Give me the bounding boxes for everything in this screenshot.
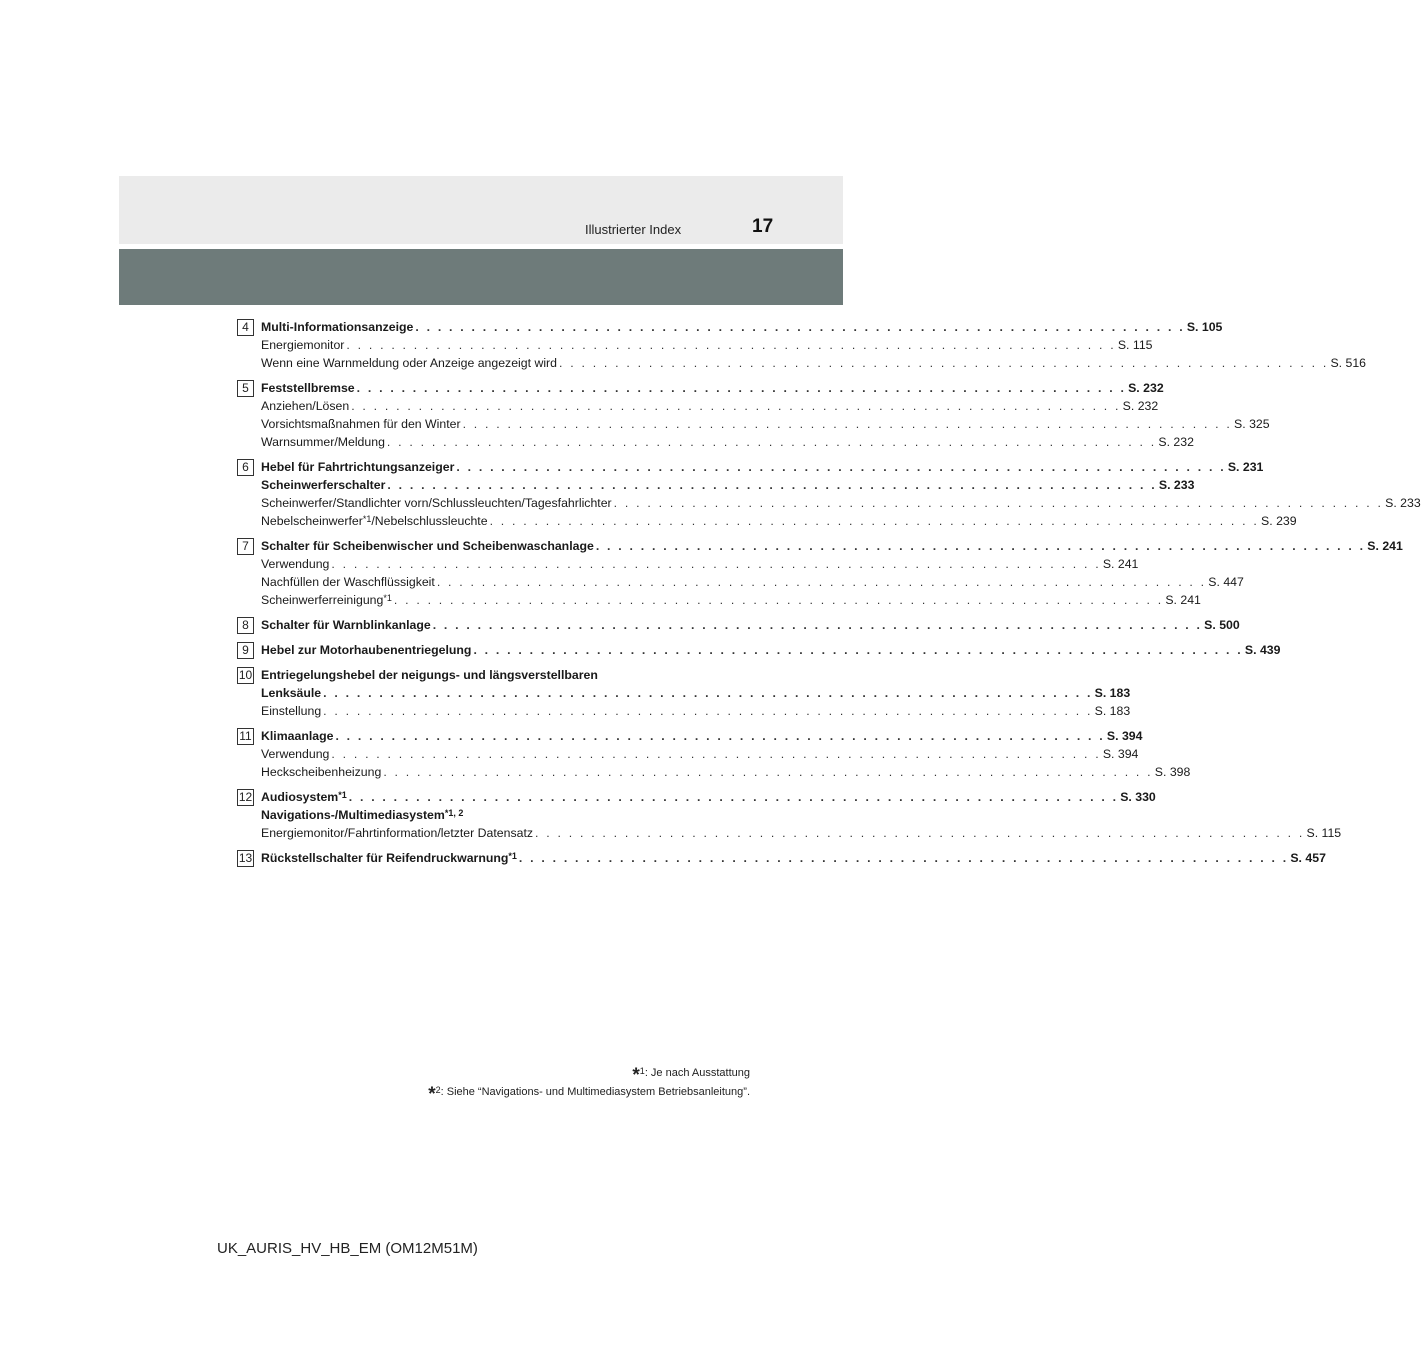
entry-label: Scheinwerferreinigung$^{*1}$ — [261, 593, 392, 607]
page-reference[interactable]: S. 232 — [1122, 399, 1159, 413]
index-subentry[interactable] — [261, 824, 1342, 842]
index-heading[interactable] — [261, 379, 1164, 397]
footnotes — [428, 1065, 750, 1103]
entry-label: Nebelscheinwerfer$^{*1}$/Nebelschlussleuchte — [261, 514, 488, 528]
page-reference[interactable]: S. 232 — [1128, 381, 1164, 395]
footnote-ref: *1 — [362, 514, 372, 524]
index-subentry[interactable] — [261, 763, 1191, 781]
leader-dots: . . . . . . . . . . . . . . . . . . . . . . . . . . . . . . . . . . . . . . . . . . . . . . . . . . . . . . . . . . . . . . . . . . . . . — [356, 381, 1127, 395]
index-subentry[interactable] — [261, 512, 1297, 530]
entry-label: Anziehen/Lösen — [261, 399, 350, 413]
page-reference[interactable]: S. 457 — [1290, 851, 1326, 865]
page-reference[interactable]: S. 330 — [1120, 790, 1156, 804]
leader-dots: . . . . . . . . . . . . . . . . . . . . . . . . . . . . . . . . . . . . . . . . . . . . . . . . . . . . . . . . . . . . . . . . . . . . . — [346, 338, 1116, 352]
leader-dots: . . . . . . . . . . . . . . . . . . . . . . . . . . . . . . . . . . . . . . . . . . . . . . . . . . . . . . . . . . . . . . . . . . . . . — [323, 686, 1093, 700]
entry-label: Einstellung — [261, 704, 322, 718]
index-group — [237, 849, 1326, 867]
page-reference[interactable]: S. 447 — [1208, 575, 1244, 589]
leader-dots: . . . . . . . . . . . . . . . . . . . . . . . . . . . . . . . . . . . . . . . . . . . . . . . . . . . . . . . . . . . . . . . . . . . . . — [613, 496, 1384, 510]
page-number: 17 — [752, 216, 774, 237]
index-subentry[interactable] — [261, 354, 1367, 372]
index-group — [237, 727, 1191, 781]
entry-label: Entriegelungshebel der neigungs- und längsverstellbaren — [261, 668, 598, 682]
page-reference[interactable]: S. 241 — [1102, 557, 1139, 571]
entry-label: Lenksäule — [261, 686, 322, 700]
index-subentry[interactable] — [261, 555, 1139, 573]
leader-dots: . . . . . . . . . . . . . . . . . . . . . . . . . . . . . . . . . . . . . . . . . . . . . . . . . . . . . . . . . . . . . . . . . . . . . — [351, 399, 1121, 413]
section-title: Illustrierter Index — [585, 222, 682, 237]
leader-dots: . . . . . . . . . . . . . . . . . . . . . . . . . . . . . . . . . . . . . . . . . . . . . . . . . . . . . . . . . . . . . . . . . . . . . — [462, 417, 1233, 431]
index-heading[interactable] — [261, 616, 1240, 634]
leader-dots: . . . . . . . . . . . . . . . . . . . . . . . . . . . . . . . . . . . . . . . . . . . . . . . . . . . . . . . . . . . . . . . . . . . . . — [393, 593, 1164, 607]
entry-label: Hebel für Fahrtrichtungsanzeiger — [261, 460, 455, 474]
index-heading[interactable] — [261, 476, 1195, 494]
index-heading[interactable] — [261, 666, 725, 684]
index-subentry[interactable] — [261, 702, 1131, 720]
index-subentry[interactable] — [261, 433, 1194, 451]
leader-dots: . . . . . . . . . . . . . . . . . . . . . . . . . . . . . . . . . . . . . . . . . . . . . . . . . . . . . . . . . . . . . . . . . . . . . — [436, 575, 1207, 589]
page-reference[interactable]: S. 105 — [1186, 320, 1223, 334]
item-number-badge: 4 — [237, 319, 254, 336]
page-reference[interactable]: S. 439 — [1244, 643, 1281, 657]
page-reference[interactable]: S. 239 — [1261, 514, 1297, 528]
entry-label: Scheinwerfer/Standlichter vorn/Schlussleuchten/Tagesfahrlichter — [261, 496, 612, 510]
entry-label: Energiemonitor — [261, 338, 345, 352]
index-heading[interactable] — [261, 727, 1143, 745]
index-group — [237, 537, 1403, 609]
index-subentry[interactable] — [261, 415, 1270, 433]
page-reference[interactable]: S. 241 — [1367, 539, 1403, 553]
footnote-ref: *1 — [338, 790, 347, 800]
entry-label: Schalter für Warnblinkanlage — [261, 618, 431, 632]
page-reference[interactable]: S. 398 — [1154, 765, 1191, 779]
leader-dots: . . . . . . . . . . . . . . . . . . . . . . . . . . . . . . . . . . . . . . . . . . . . . . . . . . . . . . . . . . . . . . . . . . . . . — [335, 729, 1105, 743]
page-reference[interactable]: S. 232 — [1158, 435, 1194, 449]
page-reference[interactable]: S. 241 — [1165, 593, 1201, 607]
page-reference[interactable]: S. 115 — [1306, 826, 1342, 840]
entry-label: Nachfüllen der Waschflüssigkeit — [261, 575, 435, 589]
item-number-badge: 6 — [237, 459, 254, 476]
leader-dots: . . . . . . . . . . . . . . . . . . . . . . . . . . . . . . . . . . . . . . . . . . . . . . . . . . . . . . . . . . . . . . . . . . . . . — [348, 790, 1119, 804]
entry-label: Warnsummer/Meldung — [261, 435, 385, 449]
leader-dots: . . . . . . . . . . . . . . . . . . . . . . . . . . . . . . . . . . . . . . . . . . . . . . . . . . . . . . . . . . . . . . . . . . . . . — [518, 851, 1289, 865]
entry-label: Scheinwerferschalter — [261, 478, 386, 492]
item-number-badge: 11 — [237, 728, 254, 745]
document-code: UK_AURIS_HV_HB_EM (OM12M51M) — [217, 1240, 478, 1257]
entry-label: Feststellbremse — [261, 381, 355, 395]
index-subentry[interactable] — [261, 573, 1244, 591]
page-reference[interactable]: S. 233 — [1385, 496, 1421, 510]
index-subentry[interactable] — [261, 494, 1421, 512]
footnote: *$^2$: Siehe “Navigations- und Multimediasystem Betriebsanleitung”. — [428, 1084, 750, 1105]
footnote-ref: *1, 2 — [444, 808, 464, 818]
leader-dots: . . . . . . . . . . . . . . . . . . . . . . . . . . . . . . . . . . . . . . . . . . . . . . . . . . . . . . . . . . . . . . . . . . . . . — [323, 704, 1093, 718]
item-number-badge: 5 — [237, 380, 254, 397]
index-heading[interactable] — [261, 318, 1223, 336]
leader-dots: . . . . . . . . . . . . . . . . . . . . . . . . . . . . . . . . . . . . . . . . . . . . . . . . . . . . . . . . . . . . . . . . . . . . . — [387, 478, 1157, 492]
page-reference[interactable]: S. 394 — [1102, 747, 1139, 761]
leader-dots: . . . . . . . . . . . . . . . . . . . . . . . . . . . . . . . . . . . . . . . . . . . . . . . . . . . . . . . . . . . . . . . . . . . . . — [331, 557, 1101, 571]
leader-dots: . . . . . . . . . . . . . . . . . . . . . . . . . . . . . . . . . . . . . . . . . . . . . . . . . . . . . . . . . . . . . . . . . . . . . — [415, 320, 1185, 334]
footnote-ref: *1 — [508, 851, 517, 861]
index-group — [237, 616, 1240, 634]
page-reference[interactable]: S. 516 — [1330, 356, 1367, 370]
item-number-badge: 10 — [238, 668, 253, 682]
index-subentry[interactable] — [261, 336, 1153, 354]
item-number-badge: 13 — [238, 851, 253, 865]
index-group — [237, 318, 1367, 372]
index-heading[interactable] — [261, 806, 725, 824]
leader-dots: . . . . . . . . . . . . . . . . . . . . . . . . . . . . . . . . . . . . . . . . . . . . . . . . . . . . . . . . . . . . . . . . . . . . . — [559, 356, 1329, 370]
index-list — [237, 318, 1421, 874]
item-number-badge: 9 — [237, 642, 254, 659]
leader-dots: . . . . . . . . . . . . . . . . . . . . . . . . . . . . . . . . . . . . . . . . . . . . . . . . . . . . . . . . . . . . . . . . . . . . . — [595, 539, 1366, 553]
entry-label: Verwendung — [261, 557, 330, 571]
index-group — [237, 379, 1270, 451]
entry-label: Hebel zur Motorhaubenentriegelung — [261, 643, 472, 657]
page-reference[interactable]: S. 325 — [1234, 417, 1270, 431]
entry-label: Multi-Informationsanzeige — [261, 320, 414, 334]
entry-label: Energiemonitor/Fahrtinformation/letzter Datensatz — [261, 826, 534, 840]
leader-dots: . . . . . . . . . . . . . . . . . . . . . . . . . . . . . . . . . . . . . . . . . . . . . . . . . . . . . . . . . . . . . . . . . . . . . — [331, 747, 1101, 761]
entry-label: Schalter für Scheibenwischer und Scheibenwaschanlage — [261, 539, 594, 553]
page-reference[interactable]: S. 183 — [1094, 704, 1131, 718]
index-subentry[interactable] — [261, 591, 1201, 609]
index-group — [237, 458, 1421, 530]
footnote-ref: *1 — [383, 593, 392, 603]
index-heading[interactable] — [261, 788, 1156, 806]
index-heading[interactable] — [261, 458, 1264, 476]
index-heading[interactable] — [261, 684, 1131, 702]
index-group — [237, 788, 1342, 842]
page-reference[interactable]: S. 231 — [1227, 460, 1264, 474]
footnote: *$^1$: Je nach Ausstattung — [632, 1065, 750, 1086]
leader-dots: . . . . . . . . . . . . . . . . . . . . . . . . . . . . . . . . . . . . . . . . . . . . . . . . . . . . . . . . . . . . . . . . . . . . . — [386, 435, 1157, 449]
header-band — [119, 176, 843, 244]
page-reference[interactable]: S. 233 — [1158, 478, 1195, 492]
leader-dots: . . . . . . . . . . . . . . . . . . . . . . . . . . . . . . . . . . . . . . . . . . . . . . . . . . . . . . . . . . . . . . . . . . . . . — [432, 618, 1203, 632]
page-reference[interactable]: S. 500 — [1204, 618, 1240, 632]
page-reference[interactable]: S. 394 — [1106, 729, 1143, 743]
item-number-badge: 7 — [237, 538, 254, 555]
entry-label: Audiosystem$^{*1}$ — [261, 790, 347, 804]
header-dark-band — [119, 249, 843, 305]
leader-dots: . . . . . . . . . . . . . . . . . . . . . . . . . . . . . . . . . . . . . . . . . . . . . . . . . . . . . . . . . . . . . . . . . . . . . — [489, 514, 1260, 528]
entry-label: Navigations-/Multimediasystem$^{*1, 2}$ — [261, 808, 464, 822]
leader-dots: . . . . . . . . . . . . . . . . . . . . . . . . . . . . . . . . . . . . . . . . . . . . . . . . . . . . . . . . . . . . . . . . . . . . . — [473, 643, 1243, 657]
index-heading[interactable] — [261, 537, 1403, 555]
index-group — [237, 666, 1131, 720]
entry-label: Klimaanlage — [261, 729, 334, 743]
entry-label: Heckscheibenheizung — [261, 765, 382, 779]
index-heading[interactable] — [261, 641, 1281, 659]
entry-label: Rückstellschalter für Reifendruckwarnung$^{*1}$ — [261, 851, 517, 865]
index-subentry[interactable] — [261, 397, 1159, 415]
index-group — [237, 641, 1281, 659]
entry-label: Vorsichtsmaßnahmen für den Winter — [261, 417, 461, 431]
page-reference[interactable]: S. 183 — [1094, 686, 1131, 700]
entry-label: Verwendung — [261, 747, 330, 761]
leader-dots: . . . . . . . . . . . . . . . . . . . . . . . . . . . . . . . . . . . . . . . . . . . . . . . . . . . . . . . . . . . . . . . . . . . . . — [383, 765, 1153, 779]
index-heading[interactable] — [261, 849, 1326, 867]
leader-dots: . . . . . . . . . . . . . . . . . . . . . . . . . . . . . . . . . . . . . . . . . . . . . . . . . . . . . . . . . . . . . . . . . . . . . — [535, 826, 1305, 840]
leader-dots: . . . . . . . . . . . . . . . . . . . . . . . . . . . . . . . . . . . . . . . . . . . . . . . . . . . . . . . . . . . . . . . . . . . . . — [456, 460, 1226, 474]
entry-label: Wenn eine Warnmeldung oder Anzeige angezeigt wird — [261, 356, 557, 370]
item-number-badge: 8 — [237, 617, 254, 634]
page-reference[interactable]: S. 115 — [1117, 338, 1153, 352]
index-subentry[interactable] — [261, 745, 1139, 763]
item-number-badge: 12 — [238, 790, 253, 804]
